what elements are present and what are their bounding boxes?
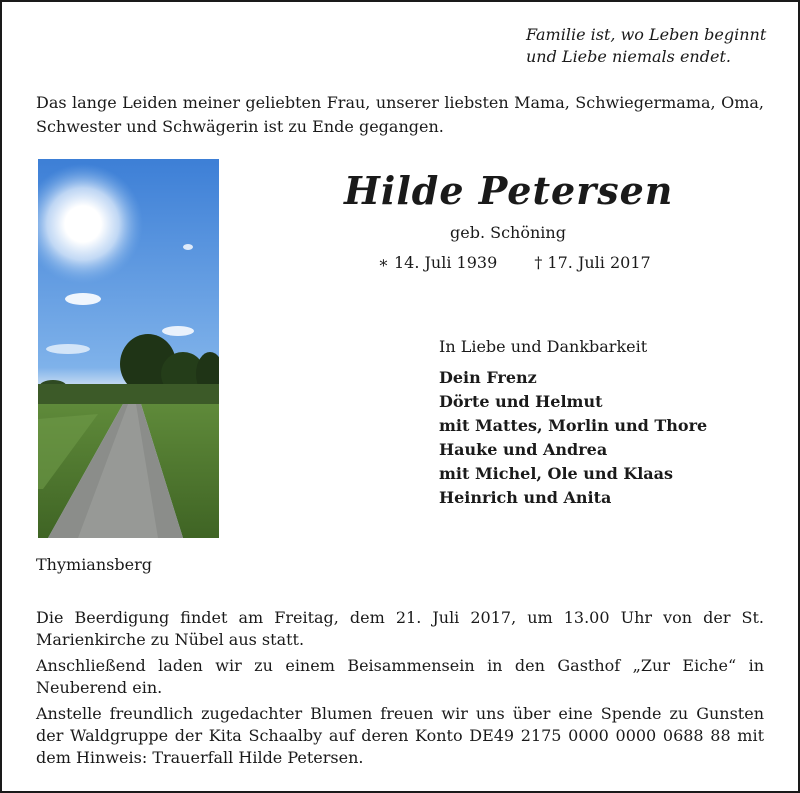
place-name: Thymiansberg	[36, 555, 152, 574]
family-member: Hauke und Andrea	[439, 440, 608, 459]
family-member: Dörte und Helmut	[439, 392, 603, 411]
funeral-text: Die Beerdigung findet am Freitag, dem 21. Juli 2017, um 13.00 Uhr von der St. Marienkirche zu Nübel aus statt.	[36, 608, 764, 649]
family-member: Dein Frenz	[439, 368, 537, 387]
quote	[526, 24, 786, 68]
birth-name: geb. Schöning	[450, 223, 566, 242]
love-line: In Liebe und Dankbarkeit	[439, 337, 648, 356]
family-member: Heinrich und Anita	[439, 488, 612, 507]
family-list	[439, 366, 707, 510]
quote-line-2: und Liebe niemals endet.	[526, 47, 731, 66]
donation-text: Anstelle freundlich zugedachter Blumen freuen wir uns über eine Spende zu Gunsten der Waldgruppe der Kita Schaalby auf deren Konto DE49 2175 0000 0000 0688 88 mit dem Hinweis: Trauerfall Hilde Petersen.	[36, 704, 764, 767]
intro-text: Das lange Leiden meiner geliebten Frau, unserer liebsten Mama, Schwiegermama, Oma, Schwester und Schwägerin ist zu Ende gegangen.	[36, 93, 764, 136]
deceased-name: Hilde Petersen	[344, 168, 674, 213]
family-member: mit Michel, Ole und Klaas	[439, 464, 674, 483]
funeral-info	[36, 607, 764, 773]
life-dates	[378, 252, 651, 274]
family-member: mit Mattes, Morlin und Thore	[439, 416, 708, 435]
birth-date: ∗ 14. Juli 1939	[378, 253, 498, 272]
quote-line-1: Familie ist, wo Leben beginnt	[526, 25, 767, 44]
gathering-text: Anschließend laden wir zu einem Beisammensein in den Gasthof „Zur Eiche“ in Neuberend ein.	[36, 656, 764, 697]
death-date: † 17. Juli 2017	[534, 253, 651, 272]
memorial-photo	[38, 159, 219, 538]
